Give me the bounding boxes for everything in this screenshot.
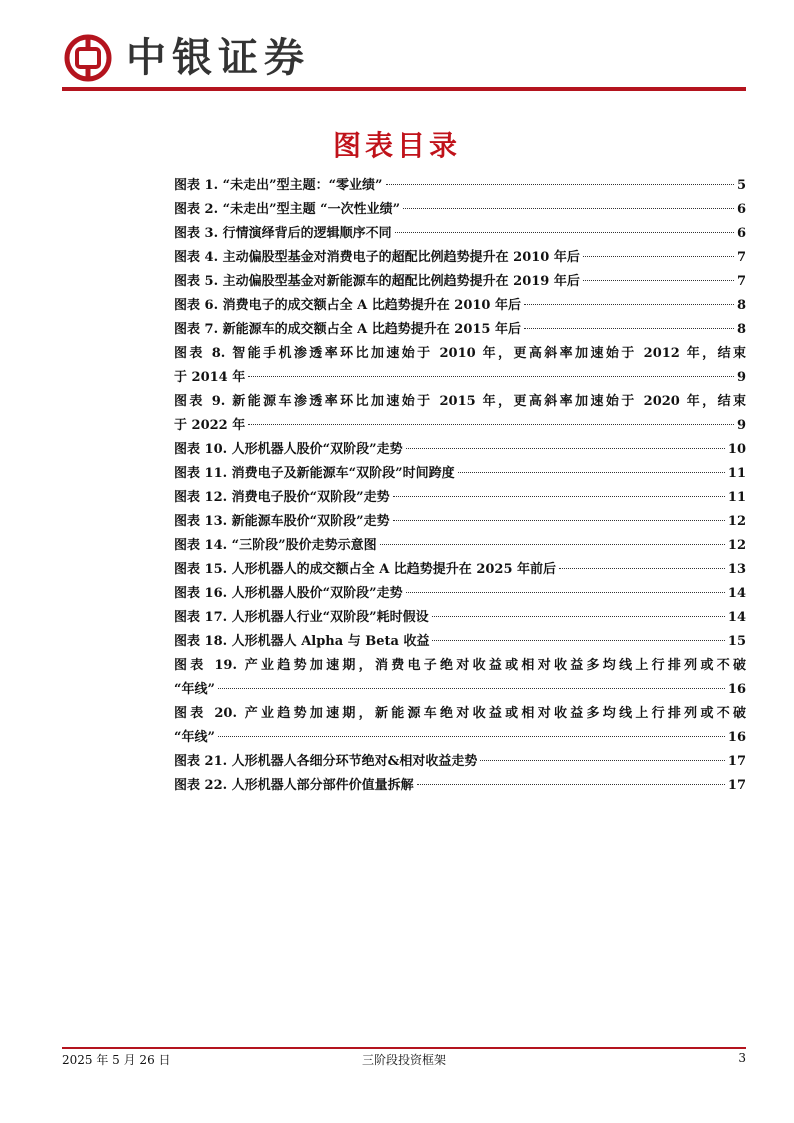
page-header: [62, 30, 746, 90]
toc-entry[interactable]: [174, 198, 746, 222]
toc-entry-page: 13: [727, 562, 746, 577]
toc-entry-label: 图表 9. 新能源车渗透率环比加速始于 2015 年，更高斜率加速始于 2020 年，结束: [174, 394, 746, 409]
toc-entry-label: 图表 5. 主动偏股型基金对新能源车的超配比例趋势提升在 2019 年后: [174, 274, 580, 289]
toc-entry-label: 图表 7. 新能源车的成交额占全 A 比趋势提升在 2015 年后: [174, 322, 521, 337]
toc-entry[interactable]: [174, 342, 746, 390]
dot-leader: [218, 688, 725, 689]
toc-entry[interactable]: [174, 630, 746, 654]
toc-entry[interactable]: [174, 246, 746, 270]
dot-leader: [386, 184, 734, 185]
bank-of-china-logo-icon: [64, 34, 112, 82]
dot-leader: [583, 256, 734, 257]
toc-entry-label: 图表 6. 消费电子的成交额占全 A 比趋势提升在 2010 年后: [174, 298, 521, 313]
dot-leader: [380, 544, 725, 545]
toc-entry[interactable]: [174, 438, 746, 462]
toc-entry[interactable]: [174, 270, 746, 294]
footer-divider: [62, 1047, 746, 1049]
toc-entry-page: 10: [727, 442, 746, 457]
toc-entry-label: 图表 1. “未走出”型主题：“零业绩”: [174, 178, 383, 193]
dot-leader: [432, 616, 725, 617]
dot-leader: [432, 640, 724, 641]
toc-entry-label: 图表 15. 人形机器人的成交额占全 A 比趋势提升在 2025 年前后: [174, 562, 557, 577]
toc-entry-label: 图表 19. 产业趋势加速期，消费电子绝对收益或相对收益多均线上行排列或不破: [174, 658, 746, 673]
dot-leader: [417, 784, 725, 785]
dot-leader: [393, 496, 725, 497]
toc-entry-label: 图表 4. 主动偏股型基金对消费电子的超配比例趋势提升在 2010 年后: [174, 250, 580, 265]
toc-entry-page: 14: [727, 610, 746, 625]
toc-entry-label: 图表 18. 人形机器人 Alpha 与 Beta 收益: [174, 634, 430, 649]
toc-entry[interactable]: [174, 534, 746, 558]
toc-entry-label: 图表 13. 新能源车股价“双阶段”走势: [174, 514, 390, 529]
header-divider: [62, 87, 746, 91]
toc-entry[interactable]: [174, 654, 746, 702]
dot-leader: [406, 448, 725, 449]
dot-leader: [524, 304, 734, 305]
toc-entry-page: 17: [727, 754, 746, 769]
dot-leader: [403, 208, 734, 209]
footer-page-number: 3: [738, 1051, 746, 1065]
toc-entry-page: 11: [727, 466, 746, 481]
dot-leader: [524, 328, 734, 329]
dot-leader: [480, 760, 725, 761]
toc-entry-page: 16: [727, 682, 746, 697]
toc-entry[interactable]: [174, 510, 746, 534]
toc-entry-label: 于 2014 年: [174, 370, 246, 385]
toc-entry[interactable]: [174, 606, 746, 630]
toc-entry-label: 图表 3. 行情演绎背后的逻辑顺序不同: [174, 226, 392, 241]
toc-entry-page: 7: [736, 274, 746, 289]
toc-entry[interactable]: [174, 486, 746, 510]
toc-entry-label: 图表 11. 消费电子及新能源车“双阶段”时间跨度: [174, 466, 455, 481]
dot-leader: [218, 736, 725, 737]
toc-entry-page: 7: [736, 250, 746, 265]
toc-entry[interactable]: [174, 174, 746, 198]
toc-entry-label: 图表 12. 消费电子股价“双阶段”走势: [174, 490, 390, 505]
toc-entry-label: 图表 16. 人形机器人股价“双阶段”走势: [174, 586, 403, 601]
toc-entry-page: 15: [727, 634, 746, 649]
toc-entry-page: 8: [736, 298, 746, 313]
toc-entry[interactable]: [174, 750, 746, 774]
toc-entry-page: 12: [727, 514, 746, 529]
table-of-figures: [174, 174, 746, 798]
toc-entry-label: 图表 2. “未走出”型主题 “一次性业绩”: [174, 202, 401, 217]
toc-entry[interactable]: [174, 774, 746, 798]
toc-entry[interactable]: [174, 462, 746, 486]
toc-entry-page: 6: [736, 202, 746, 217]
toc-entry-page: 8: [736, 322, 746, 337]
toc-entry-page: 11: [727, 490, 746, 505]
toc-entry-page: 12: [727, 538, 746, 553]
dot-leader: [458, 472, 725, 473]
toc-entry[interactable]: [174, 582, 746, 606]
toc-entry[interactable]: [174, 318, 746, 342]
dot-leader: [395, 232, 734, 233]
toc-entry-label: 图表 10. 人形机器人股价“双阶段”走势: [174, 442, 403, 457]
toc-entry-label: 图表 21. 人形机器人各细分环节绝对&相对收益走势: [174, 754, 478, 769]
toc-entry-label: 图表 8. 智能手机渗透率环比加速始于 2010 年，更高斜率加速始于 2012 年，结束: [174, 346, 746, 361]
toc-entry-page: 9: [736, 418, 746, 433]
toc-entry-page: 6: [736, 226, 746, 241]
brand-name: 中银证券: [126, 35, 310, 81]
dot-leader: [406, 592, 725, 593]
dot-leader: [248, 376, 734, 377]
footer-date: 2025 年 5 月 26 日: [62, 1053, 171, 1067]
footer-report-title: 三阶段投资框架: [361, 1053, 446, 1067]
toc-entry-page: 9: [736, 370, 746, 385]
page-title: 图表目录: [332, 129, 461, 162]
toc-entry-label: “年线”: [174, 730, 215, 745]
toc-entry-label: 图表 17. 人形机器人行业“双阶段”耗时假设: [174, 610, 429, 625]
toc-entry[interactable]: [174, 222, 746, 246]
toc-entry-label: 图表 20. 产业趋势加速期，新能源车绝对收益或相对收益多均线上行排列或不破: [174, 706, 746, 721]
toc-entry-label: 图表 14. “三阶段”股价走势示意图: [174, 538, 377, 553]
toc-entry[interactable]: [174, 702, 746, 750]
toc-entry[interactable]: [174, 558, 746, 582]
dot-leader: [248, 424, 734, 425]
toc-entry-label: 于 2022 年: [174, 418, 246, 433]
toc-entry-page: 14: [727, 586, 746, 601]
toc-entry[interactable]: [174, 294, 746, 318]
dot-leader: [393, 520, 725, 521]
toc-entry-page: 17: [727, 778, 746, 793]
dot-leader: [583, 280, 734, 281]
toc-entry[interactable]: [174, 390, 746, 438]
toc-entry-page: 16: [727, 730, 746, 745]
dot-leader: [559, 568, 725, 569]
toc-entry-page: 5: [736, 178, 746, 193]
toc-entry-label: “年线”: [174, 682, 215, 697]
toc-entry-label: 图表 22. 人形机器人部分部件价值量拆解: [174, 778, 414, 793]
